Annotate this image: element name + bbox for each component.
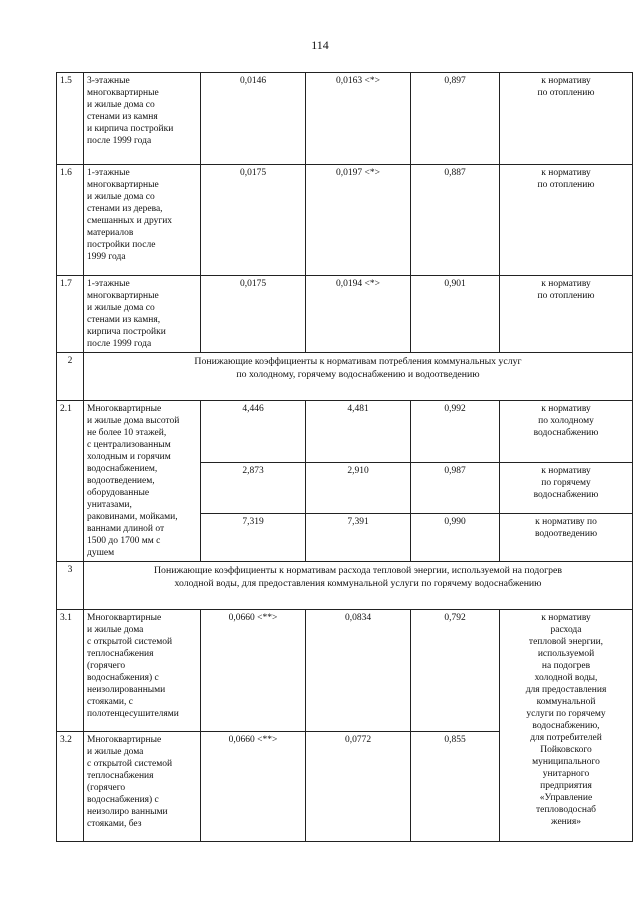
row-description: 1-этажные многоквартирные и жилые дома со стенами из камня, кирпича постройки после 1999 года xyxy=(84,276,201,353)
note-cell: к нормативу по водоотведению xyxy=(500,513,633,561)
value-cell: 0,0772 xyxy=(306,732,411,842)
row-description: Многоквартирные и жилые дома высотой не более 10 этажей, с централизованным холодным и горячим водоснабжением, водоотведением, оборудованные унитазами, раковинами, мойками, ваннами длиной от 1500 до 1700 мм с душем xyxy=(84,401,201,562)
row-number: 2.1 xyxy=(57,401,84,562)
value-cell: 2,873 xyxy=(201,463,306,513)
row-description: 3-этажные многоквартирные и жилые дома со стенами из камня и кирпича постройки после 1999 года xyxy=(84,73,201,165)
coefficient-cell: 0,901 xyxy=(411,276,500,353)
coefficient-cell: 0,992 xyxy=(411,401,500,463)
value-cell: 0,0660 <**> xyxy=(201,732,306,842)
section-number: 3 xyxy=(57,562,84,610)
section-header-row xyxy=(57,353,633,401)
value-cell: 0,0163 <*> xyxy=(306,73,411,165)
note-cell: к нормативу по отоплению xyxy=(500,73,633,165)
value-cell: 4,481 xyxy=(306,401,411,463)
coefficient-cell: 0,887 xyxy=(411,165,500,276)
coefficients-table xyxy=(56,72,633,842)
coefficient-cell: 0,792 xyxy=(411,610,500,732)
table-row xyxy=(57,276,633,353)
row-description: Многоквартирные и жилые дома с открытой системой теплоснабжения (горячего водоснабжения) с неизолированными стояками, с полотенцесушителями xyxy=(84,610,201,732)
row-number: 1.5 xyxy=(57,73,84,165)
value-cell: 0,0175 xyxy=(201,165,306,276)
value-cell: 7,391 xyxy=(306,513,411,561)
row-number: 3.2 xyxy=(57,732,84,842)
table-row xyxy=(57,401,633,463)
coefficient-cell: 0,987 xyxy=(411,463,500,513)
section-number: 2 xyxy=(57,353,84,401)
note-cell: к нормативу расхода тепловой энергии, используемой на подогрев холодной воды, для предоставления коммунальной услуги по горячему водоснабжению, для потребителей Пойковского муниципального унитарного предприятия «Управление тепловодоснаб жения» xyxy=(500,610,633,842)
value-cell: 0,0194 <*> xyxy=(306,276,411,353)
row-number: 1.6 xyxy=(57,165,84,276)
value-cell: 0,0660 <**> xyxy=(201,610,306,732)
coefficient-cell: 0,855 xyxy=(411,732,500,842)
section-title: Понижающие коэффициенты к нормативам расхода тепловой энергии, используемой на подогрев холодной воды, для предоставления коммунальной услуги по горячему водоснабжению xyxy=(84,562,633,610)
value-cell: 0,0834 xyxy=(306,610,411,732)
note-cell: к нормативу по отоплению xyxy=(500,165,633,276)
note-cell: к нормативу по горячему водоснабжению xyxy=(500,463,633,513)
table-row xyxy=(57,165,633,276)
value-cell: 0,0146 xyxy=(201,73,306,165)
row-description: Многоквартирные и жилые дома с открытой системой теплоснабжения (горячего водоснабжения) с неизолиро ванными стояками, без xyxy=(84,732,201,842)
row-number: 3.1 xyxy=(57,610,84,732)
table-row xyxy=(57,73,633,165)
section-header-row xyxy=(57,562,633,610)
value-cell: 7,319 xyxy=(201,513,306,561)
note-cell: к нормативу по отоплению xyxy=(500,276,633,353)
value-cell: 0,0175 xyxy=(201,276,306,353)
row-number: 1.7 xyxy=(57,276,84,353)
row-description: 1-этажные многоквартирные и жилые дома со стенами из дерева, смешанных и других материалов постройки после 1999 года xyxy=(84,165,201,276)
note-cell: к нормативу по холодному водоснабжению xyxy=(500,401,633,463)
table-row xyxy=(57,610,633,732)
value-cell: 0,0197 <*> xyxy=(306,165,411,276)
value-cell: 4,446 xyxy=(201,401,306,463)
section-title: Понижающие коэффициенты к нормативам потребления коммунальных услуг по холодному, горячему водоснабжению и водоотведению xyxy=(84,353,633,401)
page-number: 114 xyxy=(311,38,329,52)
coefficient-cell: 0,897 xyxy=(411,73,500,165)
value-cell: 2,910 xyxy=(306,463,411,513)
coefficient-cell: 0,990 xyxy=(411,513,500,561)
